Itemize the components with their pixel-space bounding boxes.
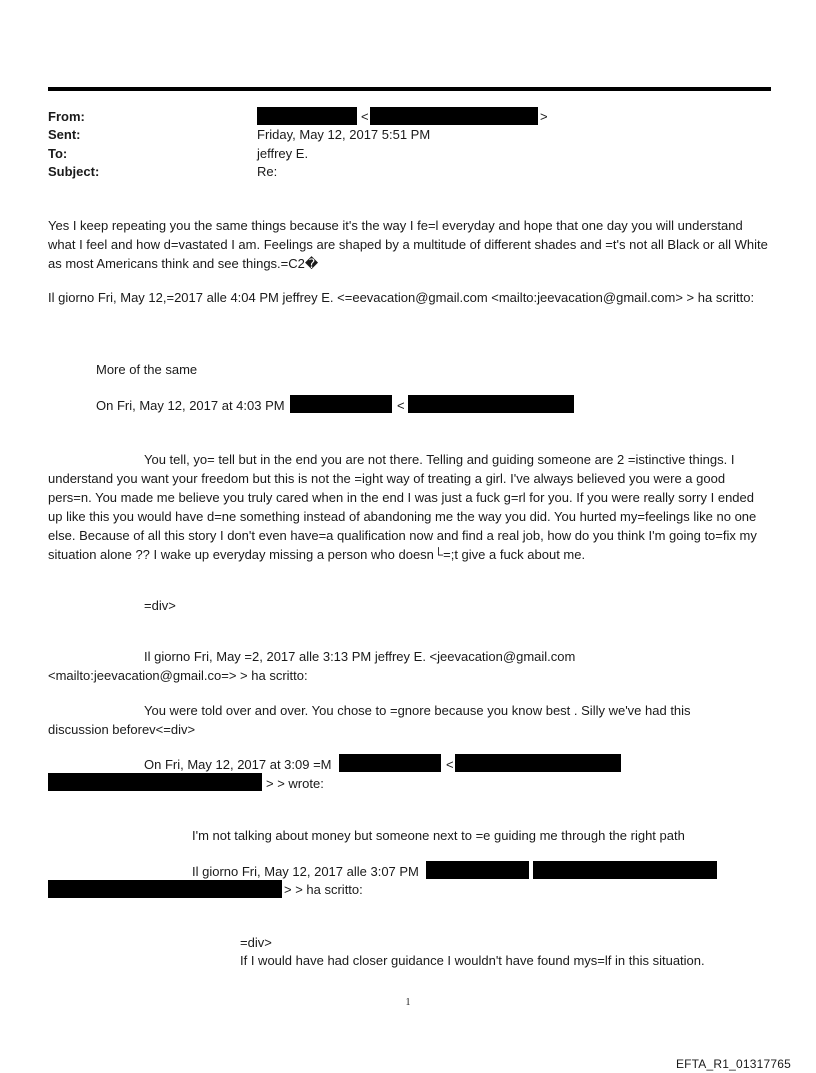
quote-header: Il giorno Fri, May =2, 2017 alle 3:13 PM jeffrey E. <jeevacation@gmail.com <mailto:jeevacation@gmail.co=> > ha scritto: bbox=[48, 649, 576, 683]
body-paragraph: If I would have had closer guidance I wouldn't have found mys=lf in this situation. bbox=[240, 953, 705, 968]
redaction-block bbox=[290, 395, 392, 413]
body-paragraph: More of the same bbox=[96, 362, 198, 377]
body-paragraph: I'm not talking about money but someone next to =e guiding me through the right path bbox=[192, 828, 685, 843]
redaction-block bbox=[370, 107, 538, 125]
from-label: From: bbox=[48, 109, 85, 124]
body-paragraph: Yes I keep repeating you the same things because it's the way I fe=l everyday and hope that one day you will understand what I feel and how d=vastated I am. Feelings are shaped by a multitude of different shades and =t's not all Black or all White as most Americans think and see things.=C2� bbox=[48, 218, 768, 271]
subject-value: Re: bbox=[257, 164, 278, 179]
quote-bracket: < bbox=[446, 757, 454, 772]
to-label: To: bbox=[48, 146, 68, 161]
redaction-block bbox=[48, 773, 262, 791]
quote-header: On Fri, May 12, 2017 at 4:03 PM bbox=[96, 398, 285, 413]
redaction-block bbox=[339, 754, 441, 772]
to-value: jeffrey E. bbox=[257, 146, 309, 161]
document-id: EFTA_R1_01317765 bbox=[675, 1057, 791, 1071]
quote-header: On Fri, May 12, 2017 at 3:09 =M bbox=[144, 757, 332, 772]
page-number: 1 bbox=[405, 997, 411, 1008]
redaction-block bbox=[426, 861, 529, 879]
quote-bracket: < bbox=[397, 398, 405, 413]
quote-tail: > > ha scritto: bbox=[284, 882, 363, 897]
quote-header: Il giorno Fri, May 12,=2017 alle 4:04 PM jeffrey E. <=eevacation@gmail.com <mailto:jeevacation@gmail.com> > ha scritto: bbox=[48, 290, 755, 305]
quote-tail: > > wrote: bbox=[266, 776, 324, 791]
sent-value: Friday, May 12, 2017 5:51 PM bbox=[257, 127, 431, 142]
body-paragraph: You tell, yo= tell but in the end you are not there. Telling and guiding someone are 2 =istinctive things. I understand you want your freedom but this is not the =ight way of treating a girl. I've always believed you were a good pers=n. You made me believe you truly cared when in the end I was just a fuck g=rl for you. If you were really sorry I ended up like this you would have d=ne something instead of abandoning me the way you did. You hurted my=feelings like no one else. Because of all this story I don't even have=a qualification now and find a real job, how do you think I'm going to=fix my situation alone ?? I wake up everyday missing a person who doesn└=;t give a fuck about me. bbox=[48, 452, 757, 562]
from-bracket-open: < bbox=[361, 109, 369, 124]
body-paragraph: =div> bbox=[240, 935, 272, 950]
body-paragraph: =div> bbox=[144, 598, 176, 613]
redaction-block bbox=[48, 880, 282, 898]
header-rule bbox=[48, 87, 771, 91]
redaction-block bbox=[408, 395, 574, 413]
quote-header: Il giorno Fri, May 12, 2017 alle 3:07 PM bbox=[192, 864, 419, 879]
redaction-block bbox=[455, 754, 621, 772]
redaction-block bbox=[257, 107, 357, 125]
redaction-block bbox=[533, 861, 717, 879]
body-paragraph: You were told over and over. You chose to =gnore because you know best . Silly we've had this discussion beforev<=div> bbox=[48, 703, 691, 737]
subject-label: Subject: bbox=[48, 164, 100, 179]
sent-label: Sent: bbox=[48, 127, 81, 142]
from-bracket-close: > bbox=[540, 109, 548, 124]
